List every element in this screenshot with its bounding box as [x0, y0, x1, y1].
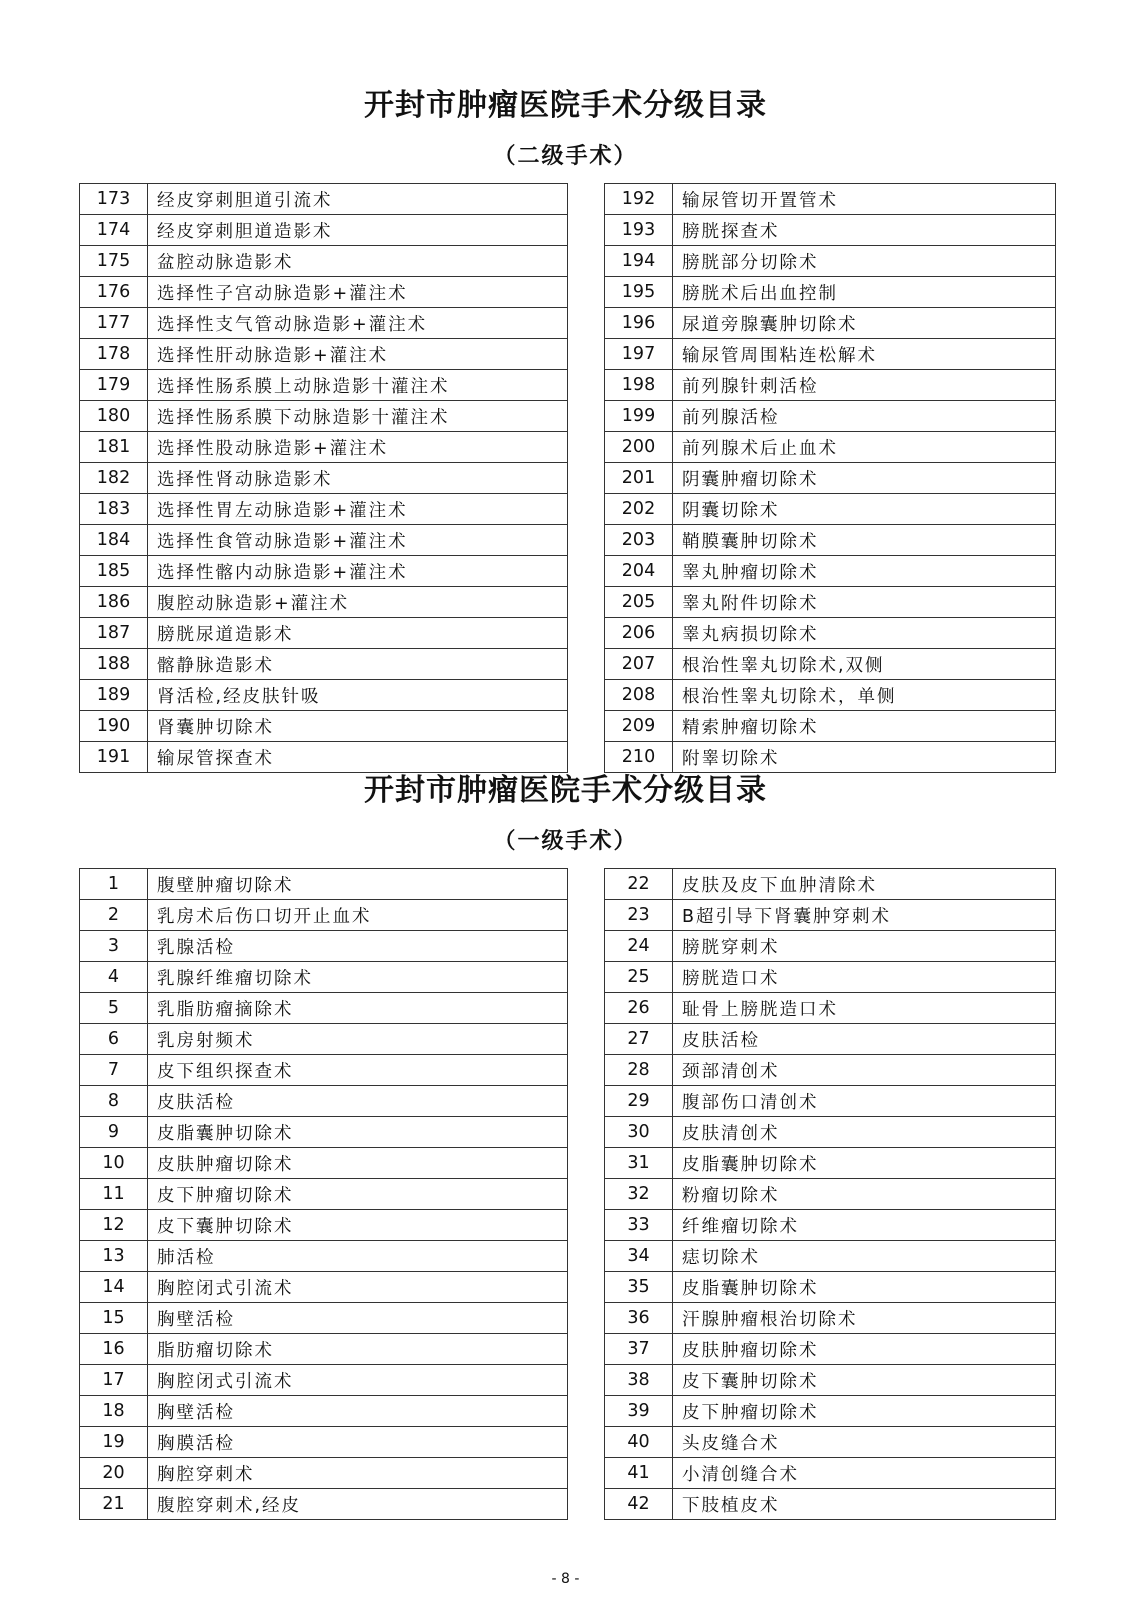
procedure-name: 选择性髂内动脉造影+灌注术	[148, 556, 568, 587]
procedure-name: 颈部清创术	[673, 1055, 1056, 1086]
table-row	[605, 556, 1056, 587]
table-row	[80, 1241, 568, 1272]
table-row	[80, 1396, 568, 1427]
table-row	[605, 1427, 1056, 1458]
procedure-name: 髂静脉造影术	[148, 649, 568, 680]
procedure-name: 睾丸附件切除术	[673, 587, 1056, 618]
procedure-name: 膀胱部分切除术	[673, 246, 1056, 277]
row-number: 190	[80, 711, 148, 742]
table-row	[605, 869, 1056, 900]
procedure-name: 汗腺肿瘤根治切除术	[673, 1303, 1056, 1334]
table-row	[80, 1024, 568, 1055]
row-number: 194	[605, 246, 673, 277]
table-row	[605, 370, 1056, 401]
row-number: 173	[80, 184, 148, 215]
row-number: 188	[80, 649, 148, 680]
table-row	[605, 246, 1056, 277]
table-row	[605, 184, 1056, 215]
table-row	[80, 993, 568, 1024]
table-row	[80, 308, 568, 339]
procedure-name: 前列腺术后止血术	[673, 432, 1056, 463]
table-row	[605, 1117, 1056, 1148]
table-row	[80, 962, 568, 993]
procedure-name: 根治性睾丸切除术，单侧	[673, 680, 1056, 711]
table-row	[80, 1427, 568, 1458]
row-number: 6	[80, 1024, 148, 1055]
row-number: 20	[80, 1458, 148, 1489]
procedure-name: 选择性肝动脉造影+灌注术	[148, 339, 568, 370]
section-1-table-right	[604, 183, 1056, 773]
row-number: 174	[80, 215, 148, 246]
section-1-table-left	[79, 183, 568, 773]
row-number: 22	[605, 869, 673, 900]
row-number: 13	[80, 1241, 148, 1272]
procedure-name: 选择性肾动脉造影术	[148, 463, 568, 494]
row-number: 198	[605, 370, 673, 401]
row-number: 196	[605, 308, 673, 339]
procedure-name: 腹部伤口清创术	[673, 1086, 1056, 1117]
procedure-name: 选择性股动脉造影+灌注术	[148, 432, 568, 463]
table-row	[605, 463, 1056, 494]
procedure-name: 胸膜活检	[148, 1427, 568, 1458]
table-row	[605, 339, 1056, 370]
row-number: 189	[80, 680, 148, 711]
row-number: 41	[605, 1458, 673, 1489]
table-row	[605, 1396, 1056, 1427]
row-number: 24	[605, 931, 673, 962]
procedure-name: 胸腔穿刺术	[148, 1458, 568, 1489]
procedure-name: 皮脂囊肿切除术	[148, 1117, 568, 1148]
procedure-name: 脂肪瘤切除术	[148, 1334, 568, 1365]
table-row	[605, 711, 1056, 742]
procedure-name: 皮下囊肿切除术	[673, 1365, 1056, 1396]
table-row	[80, 1148, 568, 1179]
procedure-name: 经皮穿刺胆道引流术	[148, 184, 568, 215]
row-number: 17	[80, 1365, 148, 1396]
table-row	[605, 1334, 1056, 1365]
table-row	[80, 1489, 568, 1520]
procedure-name: 附睾切除术	[673, 742, 1056, 773]
table-row	[80, 869, 568, 900]
procedure-name: 胸壁活检	[148, 1396, 568, 1427]
row-number: 176	[80, 277, 148, 308]
procedure-name: 头皮缝合术	[673, 1427, 1056, 1458]
row-number: 195	[605, 277, 673, 308]
procedure-name: 盆腔动脉造影术	[148, 246, 568, 277]
table-row	[605, 1179, 1056, 1210]
table-row	[605, 587, 1056, 618]
table-row	[80, 1086, 568, 1117]
row-number: 8	[80, 1086, 148, 1117]
table-row	[605, 308, 1056, 339]
row-number: 175	[80, 246, 148, 277]
table-row	[80, 184, 568, 215]
table-row	[605, 1241, 1056, 1272]
row-number: 179	[80, 370, 148, 401]
procedure-name: 肾囊肿切除术	[148, 711, 568, 742]
table-row	[605, 277, 1056, 308]
table-row	[80, 432, 568, 463]
procedure-name: 选择性支气管动脉造影+灌注术	[148, 308, 568, 339]
table-row	[605, 215, 1056, 246]
procedure-name: 根治性睾丸切除术,双侧	[673, 649, 1056, 680]
row-number: 21	[80, 1489, 148, 1520]
procedure-name: 输尿管探查术	[148, 742, 568, 773]
table-row	[605, 1489, 1056, 1520]
procedure-name: 下肢植皮术	[673, 1489, 1056, 1520]
procedure-name: 前列腺针刺活检	[673, 370, 1056, 401]
row-number: 185	[80, 556, 148, 587]
table-row	[605, 931, 1056, 962]
row-number: 19	[80, 1427, 148, 1458]
table-row	[605, 1086, 1056, 1117]
table-row	[80, 1458, 568, 1489]
row-number: 31	[605, 1148, 673, 1179]
procedure-name: 乳房射频术	[148, 1024, 568, 1055]
table-row	[605, 1458, 1056, 1489]
row-number: 26	[605, 993, 673, 1024]
table-row	[80, 1272, 568, 1303]
procedure-name: 尿道旁腺囊肿切除术	[673, 308, 1056, 339]
row-number: 205	[605, 587, 673, 618]
row-number: 30	[605, 1117, 673, 1148]
table-row	[605, 680, 1056, 711]
procedure-name: 睾丸肿瘤切除术	[673, 556, 1056, 587]
row-number: 27	[605, 1024, 673, 1055]
table-row	[80, 401, 568, 432]
row-number: 32	[605, 1179, 673, 1210]
procedure-name: 皮肤清创术	[673, 1117, 1056, 1148]
table-row	[80, 1117, 568, 1148]
procedure-name: 输尿管切开置管术	[673, 184, 1056, 215]
procedure-name: 皮下肿瘤切除术	[673, 1396, 1056, 1427]
row-number: 39	[605, 1396, 673, 1427]
table-row	[80, 618, 568, 649]
row-number: 187	[80, 618, 148, 649]
section-2-table-left	[79, 868, 568, 1520]
table-row	[605, 962, 1056, 993]
row-number: 18	[80, 1396, 148, 1427]
table-row	[605, 401, 1056, 432]
procedure-name: 皮下组织探查术	[148, 1055, 568, 1086]
procedure-name: B超引导下肾囊肿穿刺术	[673, 900, 1056, 931]
procedure-name: 鞘膜囊肿切除术	[673, 525, 1056, 556]
table-row	[80, 215, 568, 246]
procedure-name: 经皮穿刺胆道造影术	[148, 215, 568, 246]
table-row	[605, 1272, 1056, 1303]
table-row	[80, 246, 568, 277]
row-number: 35	[605, 1272, 673, 1303]
table-row	[80, 711, 568, 742]
procedure-name: 膀胱探查术	[673, 215, 1056, 246]
procedure-name: 阴囊肿瘤切除术	[673, 463, 1056, 494]
row-number: 203	[605, 525, 673, 556]
procedure-name: 阴囊切除术	[673, 494, 1056, 525]
section-2-subtitle: （一级手术）	[493, 828, 638, 854]
row-number: 178	[80, 339, 148, 370]
procedure-name: 皮肤及皮下血肿清除术	[673, 869, 1056, 900]
row-number: 1	[80, 869, 148, 900]
table-row	[605, 525, 1056, 556]
table-row	[605, 993, 1056, 1024]
procedure-name: 胸腔闭式引流术	[148, 1365, 568, 1396]
row-number: 16	[80, 1334, 148, 1365]
row-number: 2	[80, 900, 148, 931]
page-number: - 8 -	[551, 1571, 580, 1587]
procedure-name: 胸壁活检	[148, 1303, 568, 1334]
table-row	[80, 931, 568, 962]
table-row	[605, 1024, 1056, 1055]
row-number: 209	[605, 711, 673, 742]
row-number: 208	[605, 680, 673, 711]
table-row	[605, 649, 1056, 680]
procedure-name: 肾活检,经皮肤针吸	[148, 680, 568, 711]
table-row	[80, 587, 568, 618]
procedure-name: 小清创缝合术	[673, 1458, 1056, 1489]
table-row	[80, 1365, 568, 1396]
table-row	[80, 680, 568, 711]
procedure-name: 痣切除术	[673, 1241, 1056, 1272]
procedure-name: 乳脂肪瘤摘除术	[148, 993, 568, 1024]
row-number: 23	[605, 900, 673, 931]
row-number: 25	[605, 962, 673, 993]
procedure-name: 皮肤肿瘤切除术	[673, 1334, 1056, 1365]
row-number: 186	[80, 587, 148, 618]
procedure-name: 选择性肠系膜上动脉造影十灌注术	[148, 370, 568, 401]
table-row	[80, 1055, 568, 1086]
procedure-name: 皮脂囊肿切除术	[673, 1272, 1056, 1303]
table-row	[80, 277, 568, 308]
procedure-name: 前列腺活检	[673, 401, 1056, 432]
procedure-name: 皮肤肿瘤切除术	[148, 1148, 568, 1179]
row-number: 4	[80, 962, 148, 993]
section-1-title: 开封市肿瘤医院手术分级目录	[364, 88, 767, 123]
row-number: 28	[605, 1055, 673, 1086]
row-number: 201	[605, 463, 673, 494]
procedure-name: 耻骨上膀胱造口术	[673, 993, 1056, 1024]
row-number: 40	[605, 1427, 673, 1458]
section-1-subtitle: （二级手术）	[493, 143, 638, 169]
row-number: 5	[80, 993, 148, 1024]
table-row	[605, 618, 1056, 649]
table-row	[605, 1210, 1056, 1241]
row-number: 199	[605, 401, 673, 432]
table-row	[605, 1148, 1056, 1179]
table-row	[605, 494, 1056, 525]
procedure-name: 腹壁肿瘤切除术	[148, 869, 568, 900]
procedure-name: 选择性肠系膜下动脉造影十灌注术	[148, 401, 568, 432]
procedure-name: 膀胱穿刺术	[673, 931, 1056, 962]
table-row	[605, 1365, 1056, 1396]
row-number: 191	[80, 742, 148, 773]
row-number: 193	[605, 215, 673, 246]
procedure-name: 胸腔闭式引流术	[148, 1272, 568, 1303]
row-number: 210	[605, 742, 673, 773]
procedure-name: 皮下囊肿切除术	[148, 1210, 568, 1241]
row-number: 197	[605, 339, 673, 370]
table-row	[80, 463, 568, 494]
section-2-table-right	[604, 868, 1056, 1520]
row-number: 3	[80, 931, 148, 962]
row-number: 202	[605, 494, 673, 525]
procedure-name: 乳腺活检	[148, 931, 568, 962]
procedure-name: 粉瘤切除术	[673, 1179, 1056, 1210]
table-row	[605, 1055, 1056, 1086]
procedure-name: 腹腔动脉造影+灌注术	[148, 587, 568, 618]
table-row	[80, 525, 568, 556]
table-row	[80, 900, 568, 931]
row-number: 9	[80, 1117, 148, 1148]
row-number: 204	[605, 556, 673, 587]
procedure-name: 精索肿瘤切除术	[673, 711, 1056, 742]
table-row	[80, 339, 568, 370]
row-number: 15	[80, 1303, 148, 1334]
row-number: 177	[80, 308, 148, 339]
row-number: 14	[80, 1272, 148, 1303]
row-number: 182	[80, 463, 148, 494]
table-row	[80, 1179, 568, 1210]
row-number: 192	[605, 184, 673, 215]
row-number: 11	[80, 1179, 148, 1210]
procedure-name: 皮肤活检	[148, 1086, 568, 1117]
procedure-name: 膀胱尿道造影术	[148, 618, 568, 649]
row-number: 29	[605, 1086, 673, 1117]
table-row	[80, 649, 568, 680]
procedure-name: 肺活检	[148, 1241, 568, 1272]
table-row	[80, 370, 568, 401]
table-row	[80, 494, 568, 525]
row-number: 206	[605, 618, 673, 649]
row-number: 207	[605, 649, 673, 680]
row-number: 34	[605, 1241, 673, 1272]
row-number: 42	[605, 1489, 673, 1520]
row-number: 184	[80, 525, 148, 556]
procedure-name: 选择性子宫动脉造影+灌注术	[148, 277, 568, 308]
table-row	[605, 1303, 1056, 1334]
procedure-name: 睾丸病损切除术	[673, 618, 1056, 649]
row-number: 12	[80, 1210, 148, 1241]
row-number: 37	[605, 1334, 673, 1365]
procedure-name: 腹腔穿刺术,经皮	[148, 1489, 568, 1520]
table-row	[80, 1210, 568, 1241]
row-number: 33	[605, 1210, 673, 1241]
procedure-name: 选择性胃左动脉造影+灌注术	[148, 494, 568, 525]
procedure-name: 皮下肿瘤切除术	[148, 1179, 568, 1210]
procedure-name: 乳房术后伤口切开止血术	[148, 900, 568, 931]
procedure-name: 皮脂囊肿切除术	[673, 1148, 1056, 1179]
row-number: 7	[80, 1055, 148, 1086]
table-row	[80, 1303, 568, 1334]
table-row	[605, 432, 1056, 463]
procedure-name: 膀胱造口术	[673, 962, 1056, 993]
procedure-name: 选择性食管动脉造影+灌注术	[148, 525, 568, 556]
procedure-name: 乳腺纤维瘤切除术	[148, 962, 568, 993]
procedure-name: 纤维瘤切除术	[673, 1210, 1056, 1241]
row-number: 180	[80, 401, 148, 432]
row-number: 38	[605, 1365, 673, 1396]
section-2-title: 开封市肿瘤医院手术分级目录	[364, 773, 767, 808]
procedure-name: 皮肤活检	[673, 1024, 1056, 1055]
table-row	[80, 556, 568, 587]
row-number: 183	[80, 494, 148, 525]
row-number: 200	[605, 432, 673, 463]
procedure-name: 膀胱术后出血控制	[673, 277, 1056, 308]
procedure-name: 输尿管周围粘连松解术	[673, 339, 1056, 370]
table-row	[80, 1334, 568, 1365]
table-row	[605, 900, 1056, 931]
row-number: 181	[80, 432, 148, 463]
row-number: 10	[80, 1148, 148, 1179]
row-number: 36	[605, 1303, 673, 1334]
